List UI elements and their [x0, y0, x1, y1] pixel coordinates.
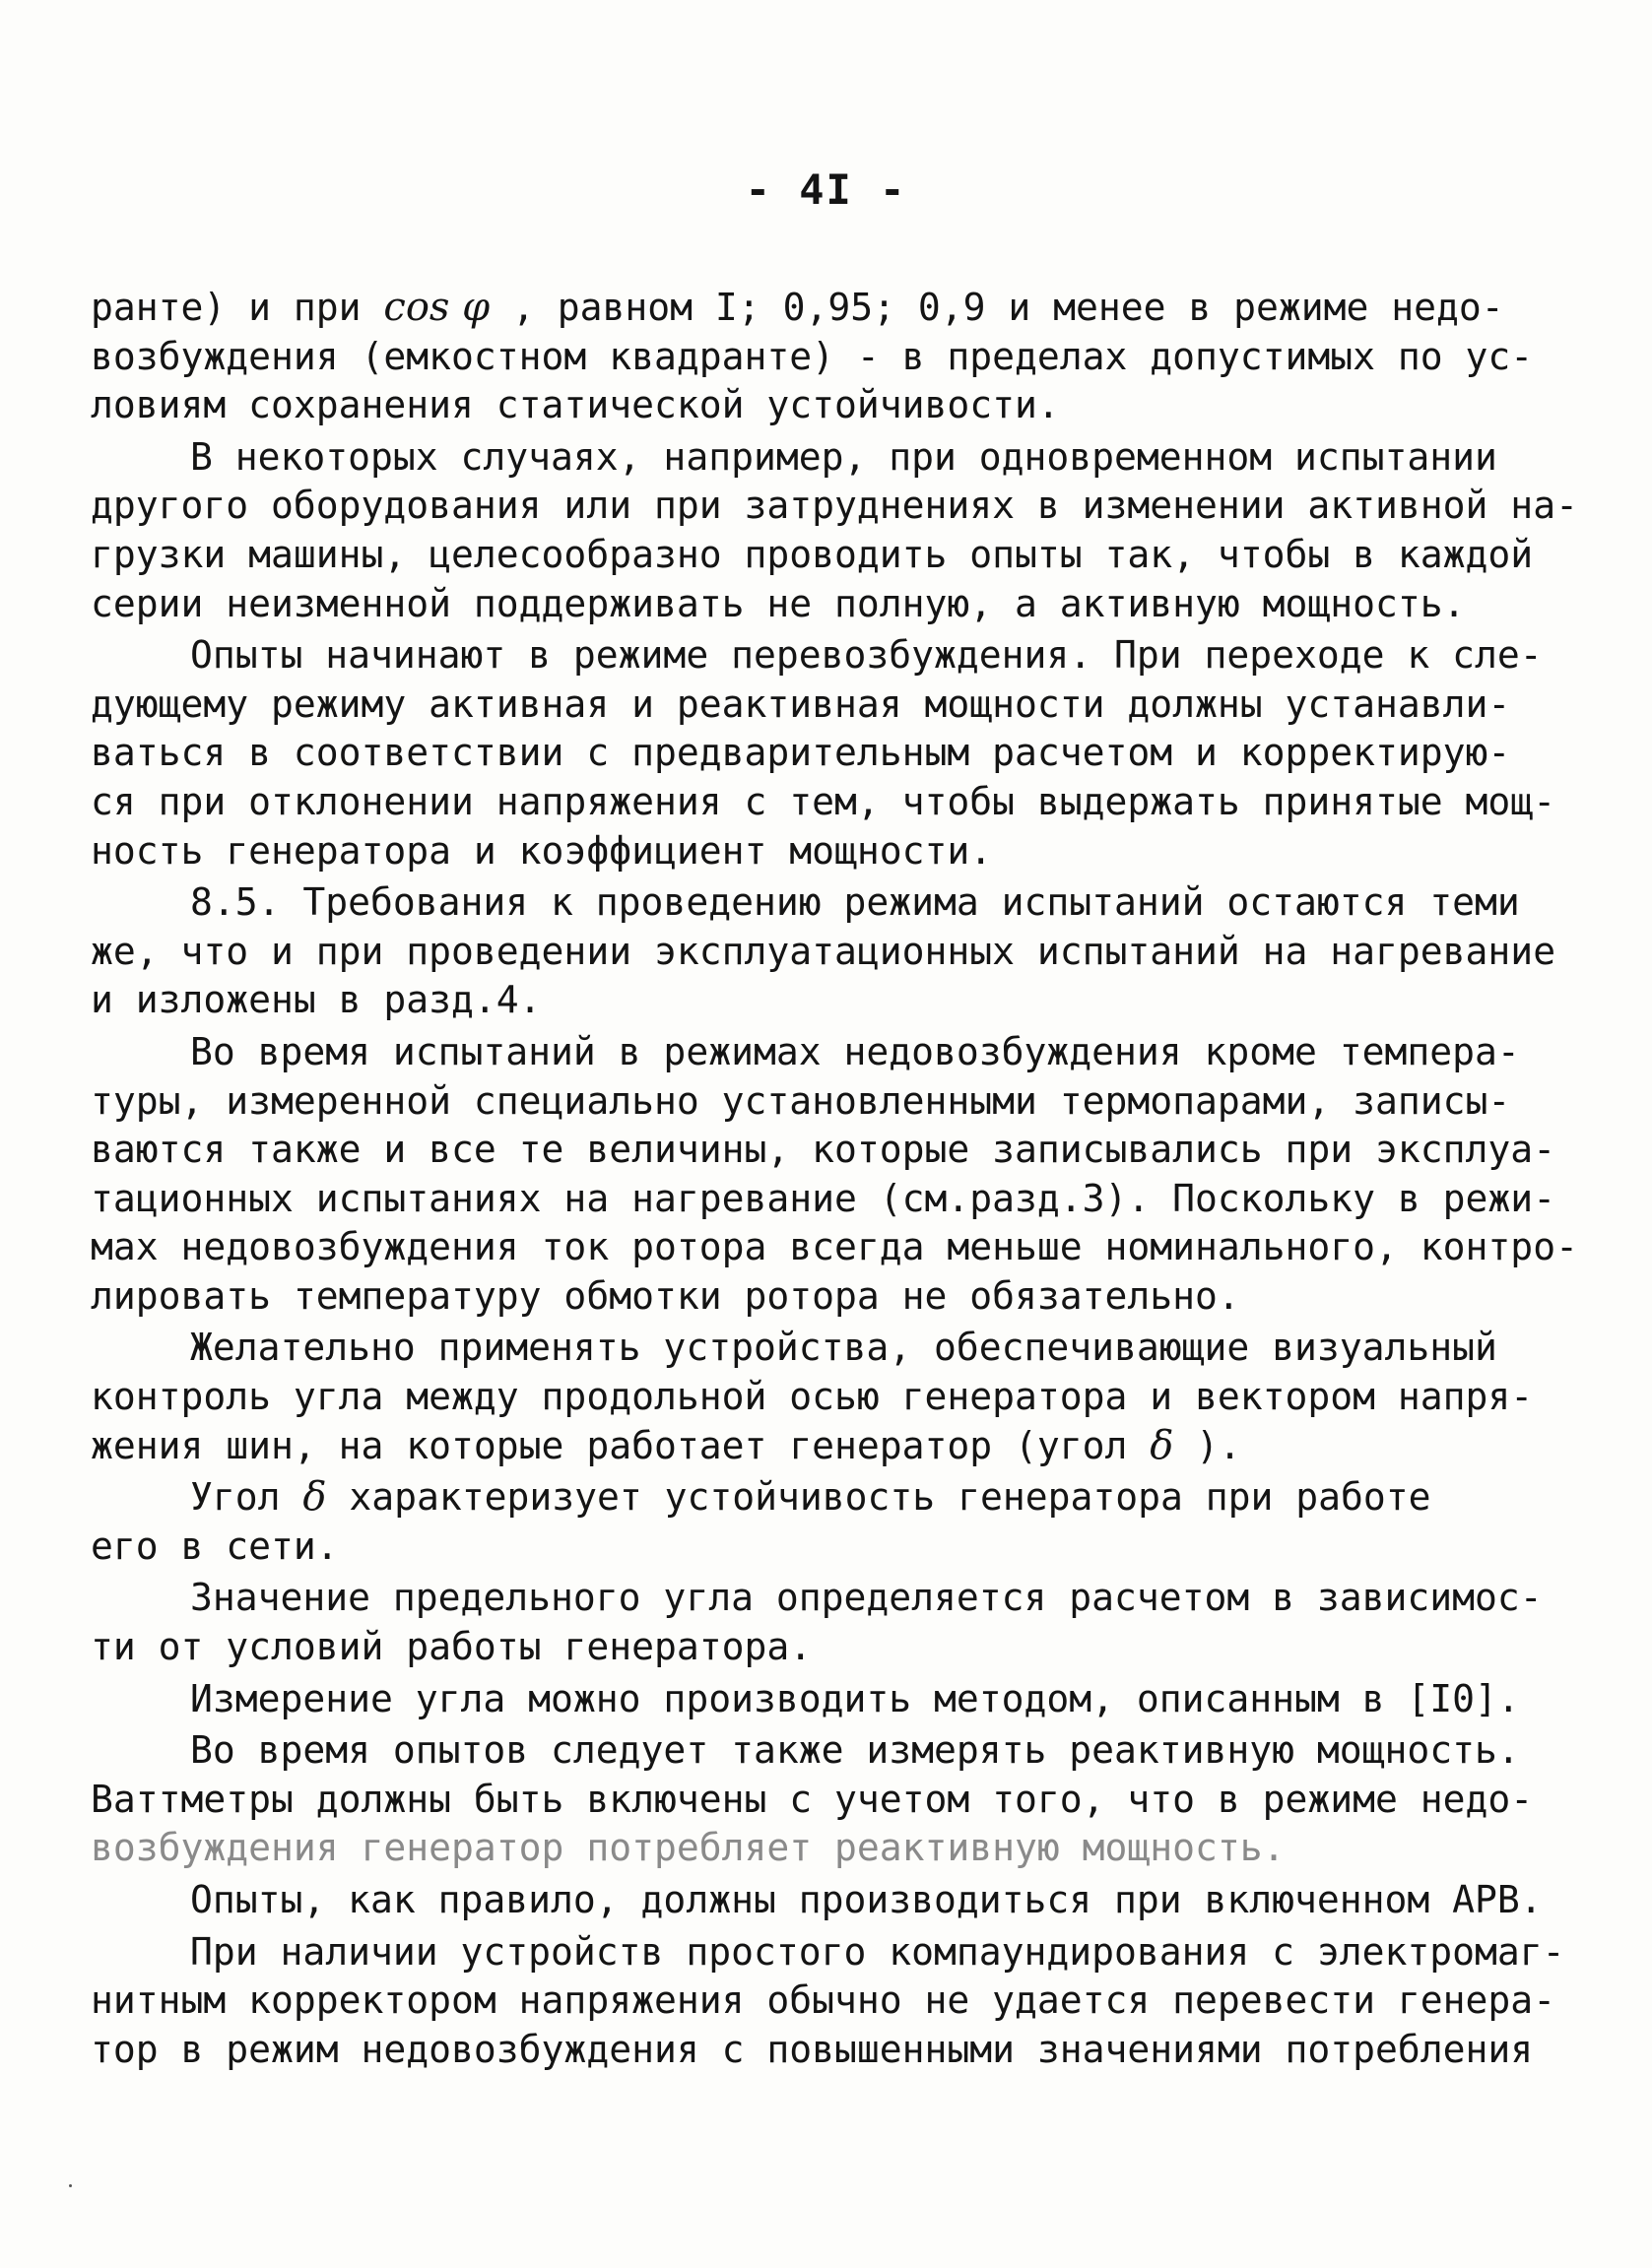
text-line: ваются также и все те величины, которые записывались при эксплуа-	[91, 1128, 1556, 1172]
text-line: возбуждения (емкостном квадранте) - в пределах допустимых по ус-	[91, 334, 1534, 378]
paragraph	[91, 284, 1534, 430]
page-number: - 4I -	[745, 165, 907, 214]
text-line: ность генератора и коэффициент мощности.	[91, 828, 993, 873]
text-segment: ).	[1173, 1423, 1241, 1467]
scan-speck	[69, 2184, 72, 2187]
text-line: ся при отклонении напряжения с тем, чтобы выдержать принятые мощ-	[91, 779, 1556, 823]
text-line: грузки машины, целесообразно проводить опыты так, чтобы в каждой	[91, 532, 1534, 576]
text-line: мах недовозбуждения ток ротора всегда меньше номинального, контро-	[91, 1225, 1578, 1269]
text-line: ти от условий работы генератора.	[91, 1625, 813, 1669]
paragraph	[91, 1726, 1534, 1873]
paragraph	[91, 1324, 1534, 1470]
math-symbol: cos φ	[383, 285, 491, 330]
text-segment: , равном I; 0,95; 0,9 и менее в режиме недо-	[490, 286, 1504, 329]
paragraph	[91, 631, 1556, 875]
text-line: же, что и при проведении эксплуатационных испытаний на нагревание	[91, 929, 1556, 973]
text-segment: ранте) и при	[91, 286, 384, 329]
paragraph	[91, 1928, 1565, 2075]
text-line: В некоторых случаях, например, при одновременном испытании	[190, 434, 1497, 479]
text-line: ловиям сохранения статической устойчивости.	[91, 383, 1060, 427]
paragraph	[91, 1028, 1578, 1322]
paragraph	[91, 1876, 1543, 1925]
text-segment: жения шин, на которые работает генератор (угол	[91, 1423, 1151, 1467]
text-line: Измерение угла можно производить методом, описанным в [I0].	[190, 1676, 1520, 1720]
text-line: ваться в соответствии с предварительным расчетом и корректирую-	[91, 731, 1511, 775]
text-segment: Угол	[190, 1475, 303, 1520]
text-line: и изложены в разд.4.	[91, 978, 542, 1022]
text-line: 8.5. Требования к проведению режима испытаний остаются теми	[190, 880, 1520, 925]
text-line: контроль угла между продольной осью генератора и вектором напря-	[91, 1375, 1534, 1419]
text-line: Во время опытов следует также измерять реактивную мощность.	[190, 1728, 1520, 1773]
text-segment: характеризует устойчивость генератора при работе	[326, 1475, 1431, 1520]
text-line: Значение предельного угла определяется расчетом в зависимос-	[190, 1576, 1543, 1620]
text-line: возбуждения генератор потребляет реактивную мощность.	[91, 1826, 1286, 1870]
text-line: другого оборудования или при затруднениях в изменении активной на-	[91, 484, 1578, 528]
paragraph	[91, 1675, 1520, 1724]
text-line: Желательно применять устройства, обеспечивающие визуальный	[190, 1326, 1497, 1370]
paragraph	[91, 433, 1578, 628]
text-line: туры, измеренной специально установленными термопарами, записы-	[91, 1078, 1511, 1123]
text-line: его в сети.	[91, 1523, 339, 1568]
text-line	[91, 284, 1504, 333]
body-text	[91, 284, 1578, 2077]
text-line: серии неизменной поддерживать не полную, а активную мощность.	[91, 581, 1466, 625]
text-line: Опыты, как правило, должны производиться при включенном АРВ.	[190, 1878, 1543, 1921]
text-line: Во время испытаний в режимах недовозбуждения кроме темпера-	[190, 1029, 1520, 1073]
text-line: дующему режиму активная и реактивная мощности должны устанавли-	[91, 681, 1511, 726]
math-symbol: δ	[302, 1474, 327, 1521]
text-line: лировать температуру обмотки ротора не обязательно.	[91, 1273, 1240, 1318]
text-line: нитным корректором напряжения обычно не удается перевести генера-	[91, 1978, 1556, 2023]
text-line: тационных испытаниях на нагревание (см.разд.3). Поскольку в режи-	[91, 1176, 1556, 1220]
math-symbol: δ	[1150, 1422, 1174, 1468]
text-line: Ваттметры должны быть включены с учетом того, что в режиме недо-	[91, 1777, 1534, 1821]
paragraph	[91, 1473, 1489, 1571]
text-line: тор в режим недовозбуждения с повышенными значениями потребления	[91, 2027, 1534, 2071]
text-line	[91, 1473, 1489, 1523]
text-line: Опыты начинают в режиме перевозбуждения. При переходе к сле-	[190, 633, 1543, 678]
text-line: При наличии устройств простого компаундирования с электромаг-	[190, 1929, 1565, 1974]
text-line	[91, 1422, 1489, 1471]
paragraph	[91, 1574, 1543, 1671]
paragraph	[91, 878, 1556, 1025]
